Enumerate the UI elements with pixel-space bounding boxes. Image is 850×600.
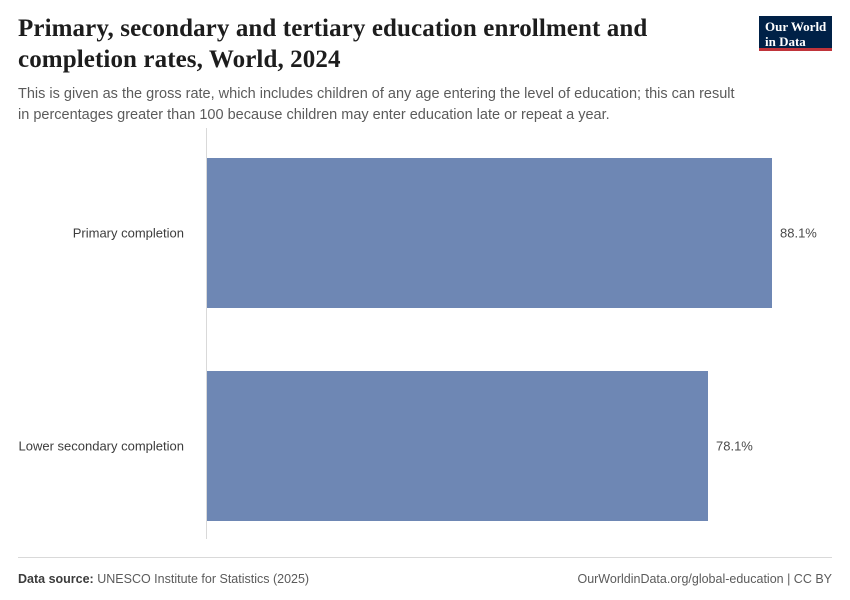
our-world-in-data-logo[interactable] bbox=[759, 16, 832, 51]
bar-category-label: Primary completion bbox=[72, 225, 184, 241]
footer-link[interactable]: OurWorldinData.org/global-education | CC BY bbox=[577, 572, 832, 586]
bar-category-label: Lower secondary completion bbox=[18, 438, 184, 454]
data-source-text: UNESCO Institute for Statistics (2025) bbox=[97, 572, 310, 586]
bar-row bbox=[18, 371, 832, 521]
chart-footer bbox=[18, 557, 832, 600]
page-subtitle: This is given as the gross rate, which includes children of any age entering the level of education; this can result in percentages greater than 100 because children may enter education late or repeat a year. bbox=[18, 86, 735, 123]
bar-value-label: 88.1% bbox=[780, 225, 817, 241]
chart-header bbox=[18, 14, 832, 125]
bar-value-label: 78.1% bbox=[716, 438, 753, 454]
data-source-label: Data source: bbox=[18, 572, 94, 586]
logo-line-1: Our World bbox=[765, 19, 827, 34]
bar-primary-completion[interactable] bbox=[207, 158, 772, 308]
bar-chart bbox=[18, 128, 832, 546]
bar-row bbox=[18, 158, 832, 308]
data-source bbox=[18, 572, 309, 586]
logo-line-2: in Data bbox=[765, 34, 806, 50]
page-title: Primary, secondary and tertiary education enrollment and completion rates, World, 2024 bbox=[18, 15, 648, 73]
bar-lower-secondary-completion[interactable] bbox=[207, 371, 708, 521]
